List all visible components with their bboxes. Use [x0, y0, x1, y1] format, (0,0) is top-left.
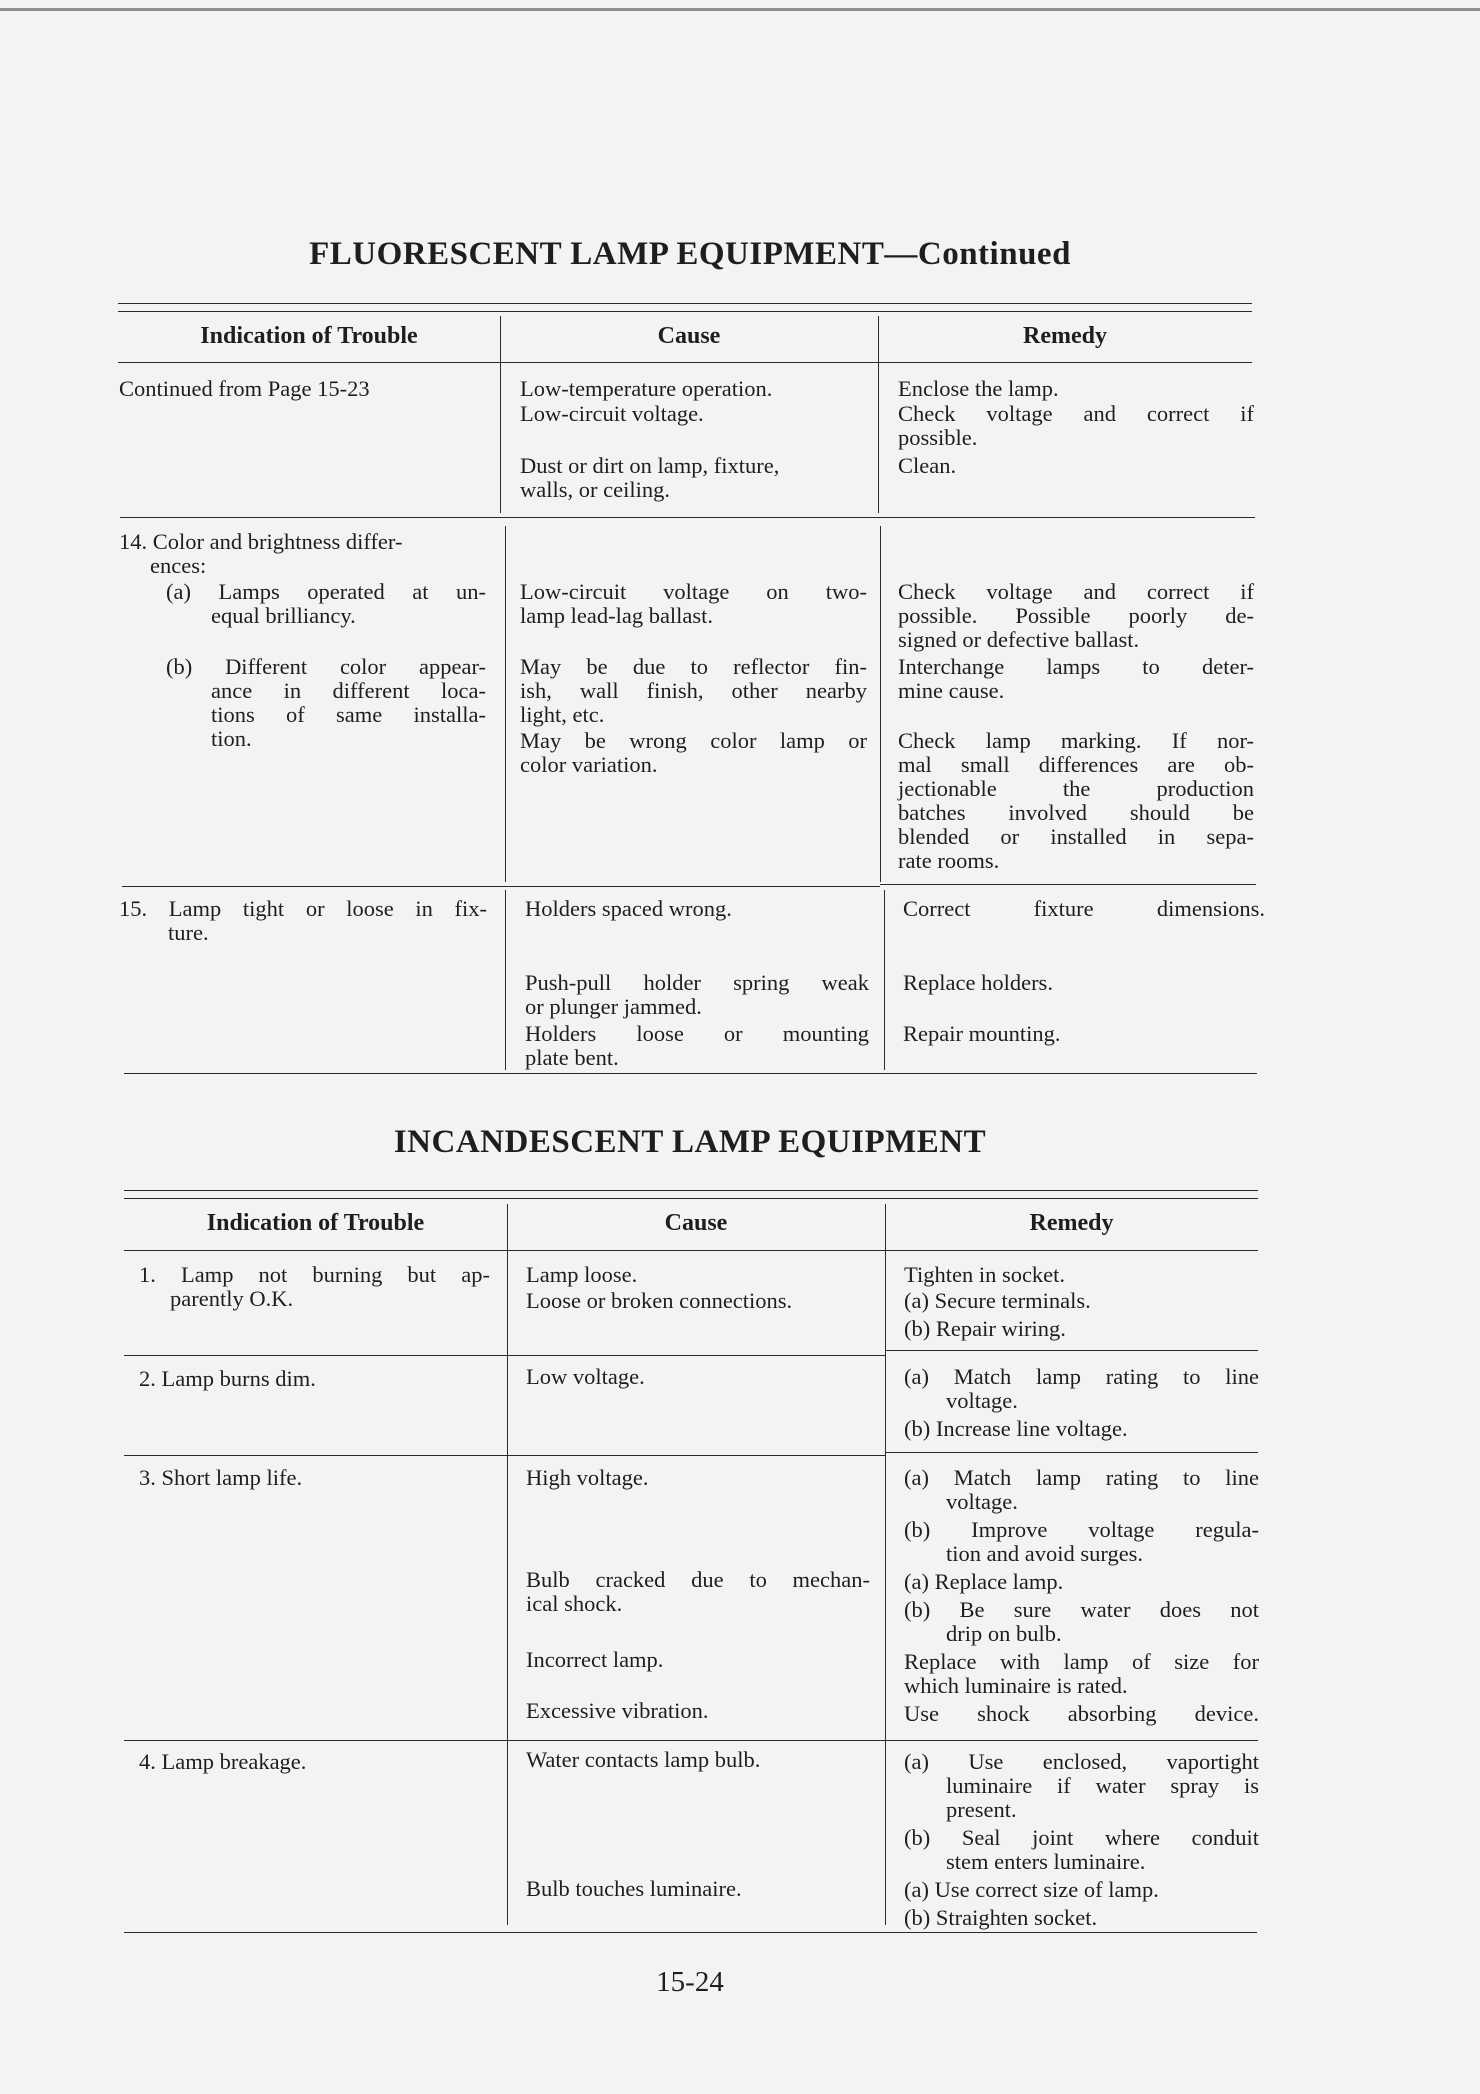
- remedy-text: Tighten in socket.: [904, 1262, 1066, 1287]
- remedy-text: possible.: [898, 425, 978, 450]
- row-rule: [880, 884, 1256, 885]
- cause-text: plate bent.: [525, 1045, 619, 1070]
- remedy-text: Repair mounting.: [903, 1021, 1061, 1046]
- cause-text: lamp lead-lag ballast.: [520, 603, 714, 628]
- row-rule: [507, 1740, 885, 1741]
- indication-text: ences:: [150, 553, 207, 578]
- remedy-text: Correct fixture dimensions.: [903, 896, 1265, 921]
- header-rule: [500, 362, 878, 363]
- remedy-text: luminaire if water spray is: [946, 1773, 1259, 1798]
- remedy-text: Check lamp marking. If nor-: [898, 728, 1254, 753]
- indication-text: 14. Color and brightness differ-: [119, 529, 403, 554]
- column-divider: [507, 1204, 508, 1925]
- remedy-text: (a) Match lamp rating to line: [904, 1465, 1259, 1490]
- table-bottom-rule: [124, 1073, 1257, 1074]
- remedy-text: stem enters luminaire.: [946, 1849, 1146, 1874]
- remedy-text: Replace holders.: [903, 970, 1053, 995]
- cause-text: Water contacts lamp bulb.: [526, 1747, 761, 1772]
- header-indication: Indication of Trouble: [200, 323, 418, 349]
- cause-text: May be wrong color lamp or: [520, 728, 867, 753]
- indication-text: tion.: [211, 726, 252, 751]
- remedy-text: (a) Use correct size of lamp.: [904, 1877, 1159, 1902]
- header-rule: [878, 362, 1252, 363]
- remedy-text: Clean.: [898, 453, 957, 478]
- cause-text: Excessive vibration.: [526, 1698, 709, 1723]
- indication-text: 4. Lamp breakage.: [139, 1749, 307, 1774]
- row-rule: [124, 1355, 507, 1356]
- remedy-text: which luminaire is rated.: [904, 1673, 1128, 1698]
- remedy-text: Use shock absorbing device.: [904, 1701, 1259, 1726]
- cause-text: walls, or ceiling.: [520, 477, 670, 502]
- indication-text: 1. Lamp not burning but ap-: [139, 1262, 490, 1287]
- remedy-text: Check voltage and correct if: [898, 579, 1254, 604]
- remedy-text: (a) Secure terminals.: [904, 1288, 1091, 1313]
- table-top-rule: [124, 1190, 1258, 1199]
- cause-text: Lamp loose.: [526, 1262, 638, 1287]
- row-rule: [122, 886, 505, 887]
- cause-text: Low-circuit voltage on two-: [520, 579, 867, 604]
- remedy-text: (a) Replace lamp.: [904, 1569, 1064, 1594]
- header-rule: [885, 1250, 1258, 1251]
- row-rule: [885, 1740, 1258, 1741]
- cause-text: or plunger jammed.: [525, 994, 702, 1019]
- cause-text: Low-circuit voltage.: [520, 401, 704, 426]
- remedy-text: present.: [946, 1797, 1017, 1822]
- indication-text: ance in different loca-: [211, 678, 486, 703]
- remedy-text: voltage.: [946, 1388, 1018, 1413]
- cause-text: High voltage.: [526, 1465, 649, 1490]
- remedy-text: mine cause.: [898, 678, 1005, 703]
- cause-text: May be due to reflector fin-: [520, 654, 867, 679]
- header-rule: [118, 362, 500, 363]
- remedy-text: possible. Possible poorly de-: [898, 603, 1254, 628]
- cause-text: Low-temperature operation.: [520, 376, 773, 401]
- remedy-text: Check voltage and correct if: [898, 401, 1254, 426]
- column-divider: [885, 1204, 886, 1925]
- header-cause: Cause: [664, 1210, 728, 1236]
- indication-text: (b) Different color appear-: [166, 654, 486, 679]
- remedy-text: Interchange lamps to deter-: [898, 654, 1254, 679]
- header-rule: [124, 1250, 507, 1251]
- header-indication: Indication of Trouble: [206, 1210, 425, 1236]
- column-divider: [880, 526, 881, 882]
- column-divider: [505, 526, 506, 882]
- indication-text: Continued from Page 15-23: [119, 376, 370, 401]
- header-rule: [507, 1250, 885, 1251]
- column-divider: [505, 890, 506, 1070]
- remedy-text: (b) Increase line voltage.: [904, 1416, 1128, 1441]
- cause-text: light, etc.: [520, 702, 605, 727]
- remedy-text: mal small differences are ob-: [898, 752, 1254, 777]
- cause-text: Bulb touches luminaire.: [526, 1876, 742, 1901]
- remedy-text: (a) Use enclosed, vaportight: [904, 1749, 1259, 1774]
- remedy-text: rate rooms.: [898, 848, 1000, 873]
- cause-text: Holders loose or mounting: [525, 1021, 869, 1046]
- remedy-text: tion and avoid surges.: [946, 1541, 1144, 1566]
- remedy-text: (b) Be sure water does not: [904, 1597, 1259, 1622]
- remedy-text: (b) Seal joint where conduit: [904, 1825, 1259, 1850]
- cause-text: Low voltage.: [526, 1364, 645, 1389]
- remedy-text: (b) Improve voltage regula-: [904, 1517, 1259, 1542]
- row-rule: [507, 1455, 885, 1456]
- row-rule: [885, 1350, 1258, 1351]
- header-remedy: Remedy: [1029, 1210, 1114, 1236]
- cause-text: Incorrect lamp.: [526, 1647, 664, 1672]
- remedy-text: Replace with lamp of size for: [904, 1649, 1259, 1674]
- indication-text: 3. Short lamp life.: [139, 1465, 303, 1490]
- table-bottom-rule: [124, 1932, 1257, 1933]
- incandescent-section-title: INCANDESCENT LAMP EQUIPMENT: [393, 1124, 987, 1160]
- remedy-text: (a) Match lamp rating to line: [904, 1364, 1259, 1389]
- cause-text: Bulb cracked due to mechan-: [526, 1567, 870, 1592]
- scan-top-edge: [0, 8, 1480, 11]
- remedy-text: (b) Straighten socket.: [904, 1905, 1098, 1930]
- cause-text: Push-pull holder spring weak: [525, 970, 869, 995]
- cause-text: color variation.: [520, 752, 658, 777]
- row-rule: [124, 1455, 507, 1456]
- indication-text: ture.: [168, 920, 209, 945]
- header-cause: Cause: [657, 323, 721, 349]
- remedy-text: drip on bulb.: [946, 1621, 1062, 1646]
- remedy-text: signed or defective ballast.: [898, 627, 1140, 652]
- cause-text: ish, wall finish, other nearby: [520, 678, 867, 703]
- indication-text: equal brilliancy.: [211, 603, 356, 628]
- indication-text: (a) Lamps operated at un-: [166, 579, 486, 604]
- cause-text: ical shock.: [526, 1591, 623, 1616]
- remedy-text: batches involved should be: [898, 800, 1254, 825]
- row-rule: [120, 517, 1255, 518]
- remedy-text: jectionable the production: [898, 776, 1254, 801]
- header-remedy: Remedy: [1023, 323, 1107, 349]
- remedy-text: blended or installed in sepa-: [898, 824, 1254, 849]
- fluorescent-section-title: FLUORESCENT LAMP EQUIPMENT—Continued: [309, 236, 1071, 272]
- indication-text: parently O.K.: [170, 1286, 294, 1311]
- cause-text: Loose or broken connections.: [526, 1288, 793, 1313]
- remedy-text: Enclose the lamp.: [898, 376, 1059, 401]
- indication-text: tions of same installa-: [211, 702, 486, 727]
- row-rule: [124, 1740, 507, 1741]
- row-rule: [507, 1355, 885, 1356]
- remedy-text: voltage.: [946, 1489, 1018, 1514]
- indication-text: 2. Lamp burns dim.: [139, 1366, 316, 1391]
- indication-text: 15. Lamp tight or loose in fix-: [119, 896, 487, 921]
- row-rule: [885, 1452, 1258, 1453]
- column-divider: [884, 890, 885, 1070]
- remedy-text: (b) Repair wiring.: [904, 1316, 1066, 1341]
- row-rule: [505, 886, 880, 887]
- cause-text: Holders spaced wrong.: [525, 896, 732, 921]
- table-top-rule: [118, 303, 1252, 312]
- page-number: 15-24: [656, 1966, 724, 1998]
- cause-text: Dust or dirt on lamp, fixture,: [520, 453, 780, 478]
